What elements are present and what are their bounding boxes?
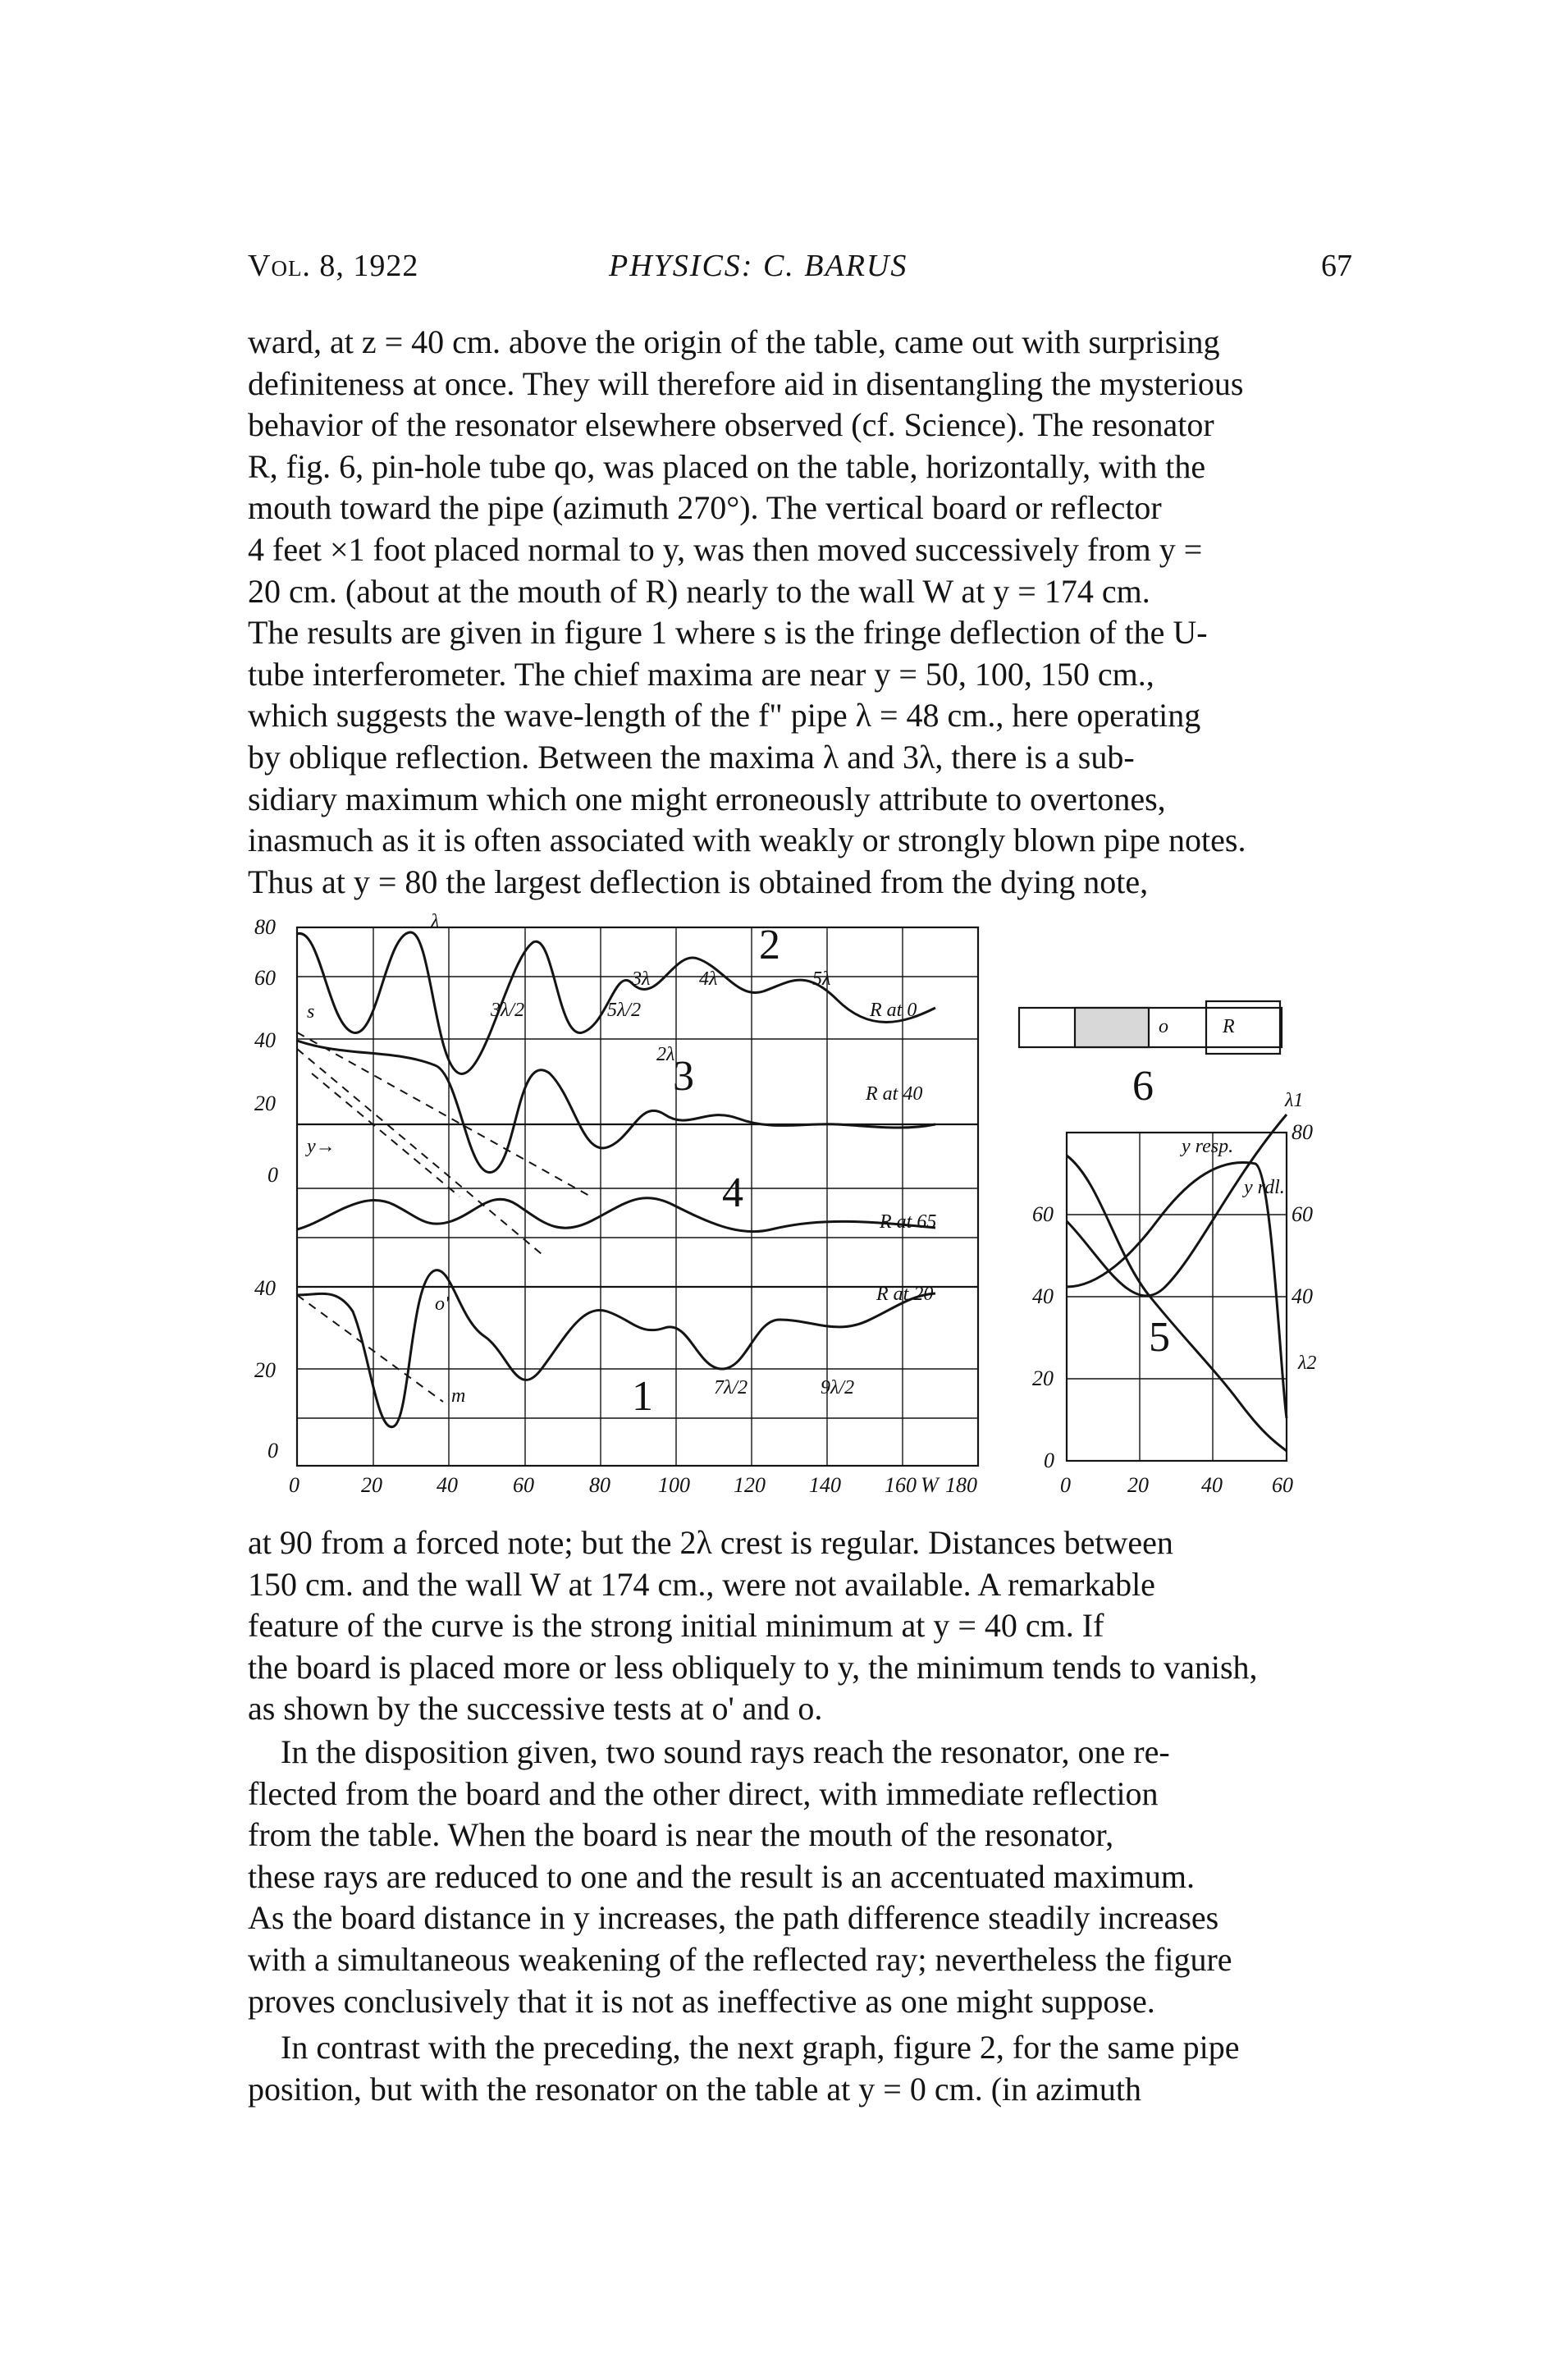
x-tick: 0 bbox=[1060, 1473, 1071, 1497]
y-tick: 60 bbox=[254, 966, 276, 990]
text-line: which suggests the wave-length of the f" pipe λ = 48 cm., here operating bbox=[248, 697, 1201, 735]
text-line: definiteness at once. They will therefore aid in disentangling the mysterious bbox=[248, 364, 1244, 402]
curve-label: 5 bbox=[1149, 1314, 1170, 1361]
x-tick: 80 bbox=[589, 1473, 610, 1497]
wave-label: 2λ bbox=[656, 1044, 675, 1065]
curve-tags bbox=[865, 1000, 936, 1305]
fig6-curve-a bbox=[1067, 1156, 1287, 1451]
running-header bbox=[248, 248, 1352, 294]
curve-1 bbox=[297, 1270, 935, 1427]
x-tick: 180 bbox=[945, 1473, 977, 1497]
text-line: ward, at z = 40 cm. above the origin of the table, came out with surprising bbox=[248, 323, 1220, 360]
dashed-ray-3 bbox=[297, 1295, 443, 1402]
wave-label: 4λ bbox=[699, 968, 718, 990]
curve-tag: R at 40 bbox=[866, 1083, 923, 1105]
running-title: PHYSICS: C. BARUS bbox=[609, 249, 908, 283]
text-line: feature of the curve is the strong initial minimum at y = 40 cm. If bbox=[248, 1607, 1104, 1645]
wave-label: 5λ bbox=[812, 968, 831, 990]
text-line: tube interferometer. The chief maxima are near y = 50, 100, 150 cm., bbox=[248, 655, 1154, 693]
volume-info: Vol. 8, 1922 bbox=[248, 249, 419, 283]
x-tick: 40 bbox=[437, 1473, 458, 1497]
fig6-label: y resp. bbox=[1182, 1136, 1234, 1157]
fig6-label: y rdl. bbox=[1244, 1177, 1285, 1198]
text-line: from the table. When the board is near the mouth of the resonator, bbox=[248, 1816, 1114, 1854]
x-tick: 20 bbox=[1127, 1473, 1149, 1497]
axis-symbol: s bbox=[307, 1001, 315, 1023]
text-line: the board is placed more or less obliquely to y, the minimum tends to vanish, bbox=[248, 1648, 1258, 1686]
wall-label: W bbox=[921, 1473, 939, 1497]
text-line: with a simultaneous weakening of the reflected ray; nevertheless the figure bbox=[248, 1940, 1232, 1978]
y-tick: 0 bbox=[1044, 1449, 1054, 1472]
y-tick: 60 bbox=[1032, 1202, 1054, 1226]
x-tick: 120 bbox=[734, 1473, 766, 1497]
y-tick: 40 bbox=[1032, 1284, 1054, 1308]
fig6-label: R bbox=[1223, 1016, 1235, 1037]
text-line: Thus at y = 80 the largest deflection is obtained from the dying note, bbox=[248, 863, 1149, 900]
wave-label: λ bbox=[431, 911, 440, 932]
wave-label: 5λ/2 bbox=[607, 1000, 642, 1021]
y-tick: 20 bbox=[254, 1358, 276, 1382]
x-tick: 0 bbox=[289, 1473, 299, 1497]
text-line: sidiary maximum which one might erroneously attribute to overtones, bbox=[248, 780, 1166, 817]
curve-tag: R at 0 bbox=[870, 1000, 917, 1021]
text-line: R, fig. 6, pin-hole tube qo, was placed on the table, horizontally, with the bbox=[248, 447, 1206, 485]
x-tick: 160 bbox=[885, 1473, 917, 1497]
axis-symbols bbox=[305, 1001, 465, 1407]
text-line: As the board distance in y increases, the path difference steadily increases bbox=[248, 1899, 1219, 1937]
left-axis bbox=[254, 915, 278, 1462]
text-line: as shown by the successive tests at o' and o. bbox=[248, 1690, 823, 1728]
curve-tag: R at 65 bbox=[880, 1211, 937, 1233]
curve-tag: R at 20 bbox=[876, 1284, 934, 1305]
curve-label: 6 bbox=[1132, 1063, 1154, 1110]
text-line: The results are given in figure 1 where s is the fringe deflection of the U- bbox=[248, 614, 1208, 652]
y-tick: 40 bbox=[254, 1028, 276, 1052]
y-tick: 0 bbox=[267, 1163, 278, 1187]
text-line: flected from the board and the other direct, with immediate reflection bbox=[248, 1774, 1159, 1812]
wave-label: 3λ bbox=[632, 968, 651, 990]
text-line: by oblique reflection. Between the maxima λ and 3λ, there is a sub- bbox=[248, 738, 1135, 776]
figure-plate bbox=[246, 909, 1354, 1508]
fig6-label: λ1 bbox=[1285, 1090, 1304, 1111]
text-line: inasmuch as it is often associated with weakly or strongly blown pipe notes. bbox=[248, 822, 1246, 859]
fig6-label: λ2 bbox=[1298, 1352, 1317, 1374]
text-line: In the disposition given, two sound rays reach the resonator, one re- bbox=[281, 1733, 1170, 1770]
y-tick: 60 bbox=[1292, 1202, 1313, 1226]
text-line: behavior of the resonator elsewhere observed (cf. Science). The resonator bbox=[248, 406, 1214, 444]
wave-label: 9λ/2 bbox=[821, 1377, 855, 1398]
wave-labels bbox=[430, 911, 854, 1398]
figure-svg bbox=[246, 909, 1354, 1508]
wave-label: 7λ/2 bbox=[714, 1377, 748, 1398]
text-line: mouth toward the pipe (azimuth 270°). The vertical board or reflector bbox=[248, 489, 1162, 527]
curve-label: 3 bbox=[673, 1053, 694, 1100]
text-line: 150 cm. and the wall W at 174 cm., were not available. A remarkable bbox=[248, 1565, 1155, 1603]
axis-symbol: o' bbox=[435, 1293, 450, 1315]
paragraph-4 bbox=[248, 2027, 1352, 2110]
text-line: 4 feet ×1 foot placed normal to y, was then moved successively from y = bbox=[248, 530, 1203, 568]
y-tick: 20 bbox=[254, 1092, 276, 1115]
y-tick: 80 bbox=[254, 915, 276, 939]
curve-labels bbox=[632, 922, 1170, 1420]
wave-label: 3λ/2 bbox=[491, 1000, 525, 1021]
text-line: In contrast with the preceding, the next graph, figure 2, for the same pipe bbox=[281, 2029, 1240, 2066]
axis-symbol: y→ bbox=[307, 1136, 336, 1157]
dashed-ray-1 bbox=[297, 1032, 591, 1197]
paragraph-2 bbox=[248, 1522, 1352, 1730]
x-tick: 20 bbox=[361, 1473, 382, 1497]
x-tick: 100 bbox=[658, 1473, 690, 1497]
text-line: at 90 from a forced note; but the 2λ crest is regular. Distances between bbox=[248, 1524, 1173, 1561]
curve-label: 2 bbox=[759, 922, 780, 968]
fig6-label: o bbox=[1159, 1016, 1168, 1037]
text-line: these rays are reduced to one and the result is an accentuated maximum. bbox=[248, 1857, 1195, 1895]
y-tick: 20 bbox=[1032, 1366, 1054, 1390]
text-line: proves conclusively that it is not as ineffective as one might suppose. bbox=[248, 1982, 1155, 2020]
paragraph-1 bbox=[248, 322, 1352, 903]
text-line: 20 cm. (about at the mouth of R) nearly to the wall W at y = 174 cm. bbox=[248, 572, 1150, 610]
axis-symbol: m bbox=[451, 1385, 466, 1407]
page-number: 67 bbox=[1321, 249, 1352, 283]
text-line: position, but with the resonator on the table at y = 0 cm. (in azimuth bbox=[248, 2070, 1142, 2108]
x-tick: 60 bbox=[1272, 1473, 1293, 1497]
y-tick: 80 bbox=[1292, 1120, 1313, 1144]
y-tick: 40 bbox=[1292, 1284, 1313, 1308]
y-tick: 0 bbox=[267, 1439, 278, 1462]
x-tick: 40 bbox=[1201, 1473, 1223, 1497]
dashed-ray-4 bbox=[312, 1073, 459, 1197]
x-tick: 60 bbox=[513, 1473, 534, 1497]
curve-4 bbox=[297, 1198, 935, 1232]
curve-label: 1 bbox=[632, 1373, 653, 1420]
y-tick: 40 bbox=[254, 1276, 276, 1300]
curve-label: 4 bbox=[722, 1169, 743, 1216]
curve-3 bbox=[297, 1041, 935, 1173]
x-axis-main bbox=[289, 1473, 977, 1497]
paragraph-3 bbox=[248, 1732, 1352, 2022]
x-tick: 140 bbox=[809, 1473, 841, 1497]
